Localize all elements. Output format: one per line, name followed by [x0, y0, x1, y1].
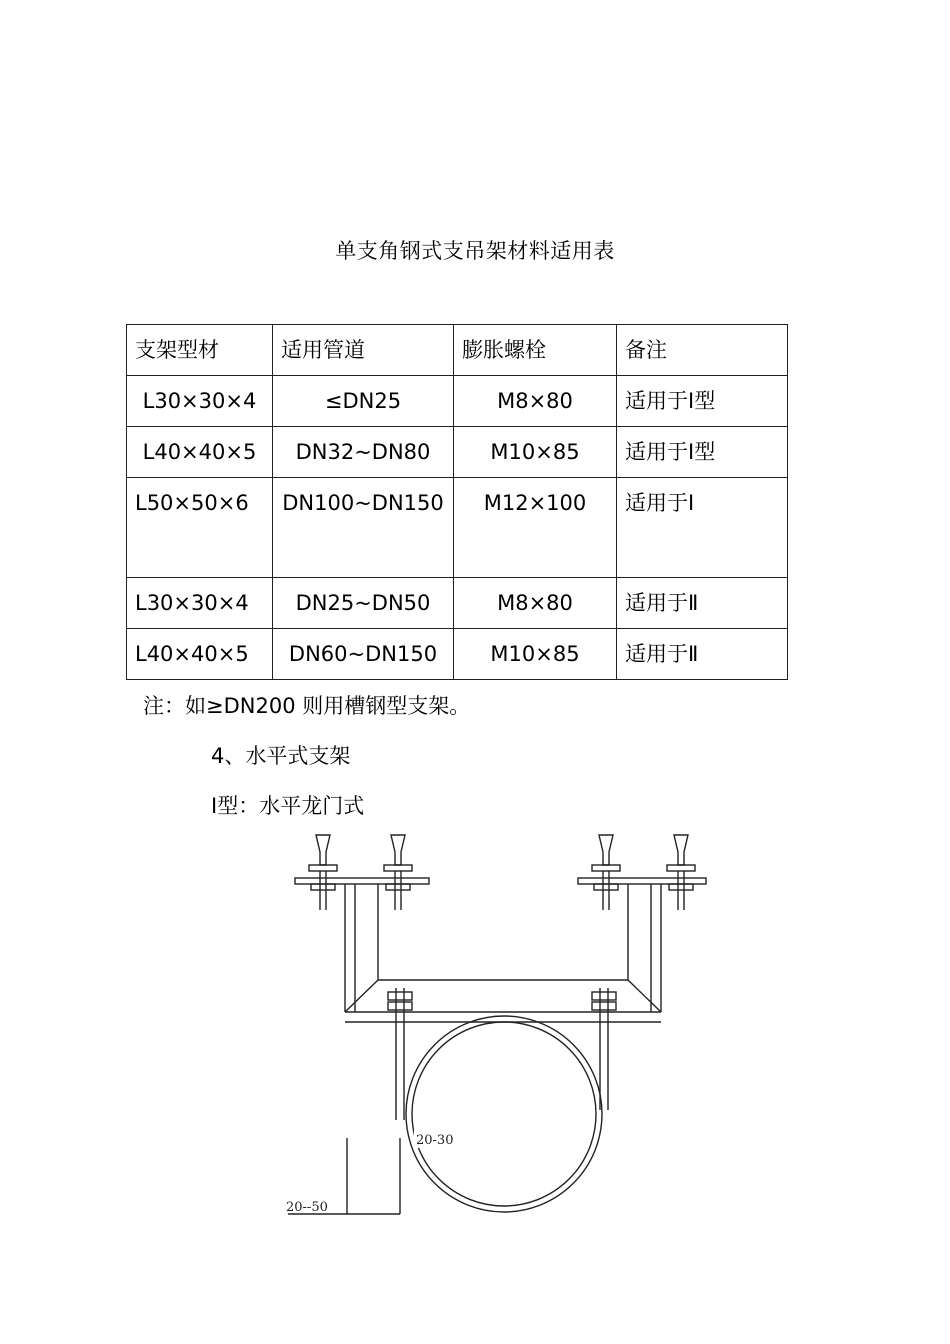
table-cell: L30×30×4: [127, 578, 273, 629]
table-cell: L40×40×5: [127, 629, 273, 680]
table-cell: ≤DN25: [273, 376, 454, 427]
table-cell: L30×30×4: [127, 376, 273, 427]
table-cell: L40×40×5: [127, 427, 273, 478]
table-cell: L50×50×6: [127, 478, 273, 578]
table-row: [127, 427, 788, 478]
table-cell: [273, 478, 454, 578]
table-row: [127, 478, 788, 578]
header-cell: 适用管道: [273, 325, 454, 376]
header-cell: 支架型材: [127, 325, 273, 376]
dimension-label-offset: 20--50: [286, 1200, 328, 1215]
anchor-bolt: [592, 835, 620, 910]
table-cell: DN32~DN80: [273, 427, 454, 478]
materials-table: [126, 324, 788, 680]
anchor-bolt: [384, 835, 412, 910]
dimension-label-pipe-gap: 20-30: [416, 1133, 454, 1148]
anchor-bolt: [309, 835, 337, 910]
u-bolt-nut: [388, 988, 412, 1120]
table-cell: M8×80: [454, 376, 617, 427]
table-cell: M10×85: [454, 629, 617, 680]
table-cell: 适用于Ⅱ: [617, 629, 788, 680]
header-cell: 备注: [617, 325, 788, 376]
table-cell: M8×80: [454, 578, 617, 629]
table-cell: 适用于Ⅰ型: [617, 376, 788, 427]
header-cell: 膨胀螺栓: [454, 325, 617, 376]
table-header-row: [127, 325, 788, 376]
table-row: [127, 578, 788, 629]
table-cell: 适用于Ⅰ型: [617, 427, 788, 478]
table-cell: 适用于Ⅰ: [617, 478, 788, 578]
pipe-circle: [406, 1016, 602, 1212]
table-cell: 适用于Ⅱ: [617, 578, 788, 629]
table-cell: DN60~DN150: [273, 629, 454, 680]
u-bolt-nut: [592, 988, 616, 1110]
table-cell: M12×100: [454, 478, 617, 578]
table-title: 单支角钢式支吊架材料适用表: [335, 239, 615, 263]
table-cell: DN25~DN50: [273, 578, 454, 629]
table-row: [127, 376, 788, 427]
table-note: 注：如≥DN200 则用槽钢型支架。: [143, 694, 471, 718]
anchor-bolt: [667, 835, 695, 910]
section-heading: 4、水平式支架: [211, 744, 351, 768]
table-cell-text: DN100~DN150: [282, 491, 444, 515]
type-heading: Ⅰ型：水平龙门式: [211, 794, 365, 818]
table-row: [127, 629, 788, 680]
gantry-support-drawing: [280, 830, 720, 1230]
table-cell: M10×85: [454, 427, 617, 478]
